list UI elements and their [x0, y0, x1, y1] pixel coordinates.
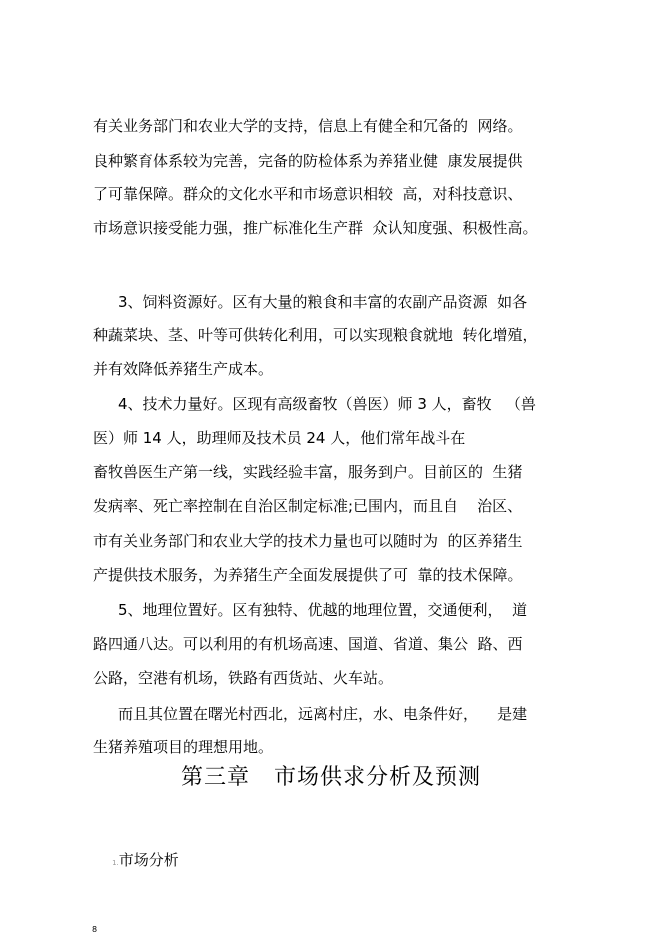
body-line: 市有关业务部门和农业大学的技术力量也可以随时为 的区养猪生: [93, 532, 523, 550]
section-heading: [93, 830, 179, 893]
body-line: 了可靠保障。群众的文化水平和市场意识相较 高，对科技意识、: [93, 185, 523, 203]
body-line: 5、地理位置好。区有独特、优越的地理位置，交通便利， 道: [118, 601, 528, 619]
body-line: 而且其位置在曙光村西北，远离村庄，水、电条件好， 是建: [118, 705, 528, 723]
body-line: 市场意识接受能力强，推广标准化生产群 众认知度强、积极性高。: [93, 219, 538, 237]
body-line: 畜牧兽医生产第一线，实践经验丰富，服务到户。目前区的 生猪: [93, 463, 523, 481]
body-line: 生猪养殖项目的理想用地。: [93, 738, 274, 756]
chapter-heading: 第三章 市场供求分析及预测: [181, 765, 481, 790]
page-number: 8: [92, 925, 98, 934]
body-line: 并有效降低养猪生产成本。: [93, 360, 274, 378]
body-line: 4、技术力量好。区现有高级畜牧（兽医）师 3 人，畜牧 （兽: [118, 395, 536, 413]
body-line: 公路，空港有机场，铁路有西货站、火车站。: [93, 669, 394, 687]
section-title: 市场分析: [118, 851, 179, 869]
body-line: 路四通八达。可以利用的有机场高速、国道、省道、集公 路、西: [93, 635, 523, 653]
body-line: 产提供技术服务，为养猪生产全面发展提供了可 靠的技术保障。: [93, 566, 523, 584]
body-line: 有关业务部门和农业大学的支持，信息上有健全和冗备的 网络。: [93, 117, 523, 135]
body-line: 3、饲料资源好。区有大量的粮食和丰富的农副产品资源 如各: [118, 293, 528, 311]
body-line: 医）师 14 人，助理师及技术员 24 人，他们常年战斗在: [93, 429, 466, 447]
body-line: 良种繁育体系较为完善，完备的防检体系为养猪业健 康发展提供: [93, 152, 523, 170]
body-line: 发病率、死亡率控制在自治区制定标准;已围内，而且自 治区、: [93, 497, 523, 515]
body-line: 种蔬菜块、茎、叶等可供转化利用，可以实现粮食就地 转化增殖，: [93, 326, 538, 344]
section-number: 1.: [112, 859, 119, 867]
